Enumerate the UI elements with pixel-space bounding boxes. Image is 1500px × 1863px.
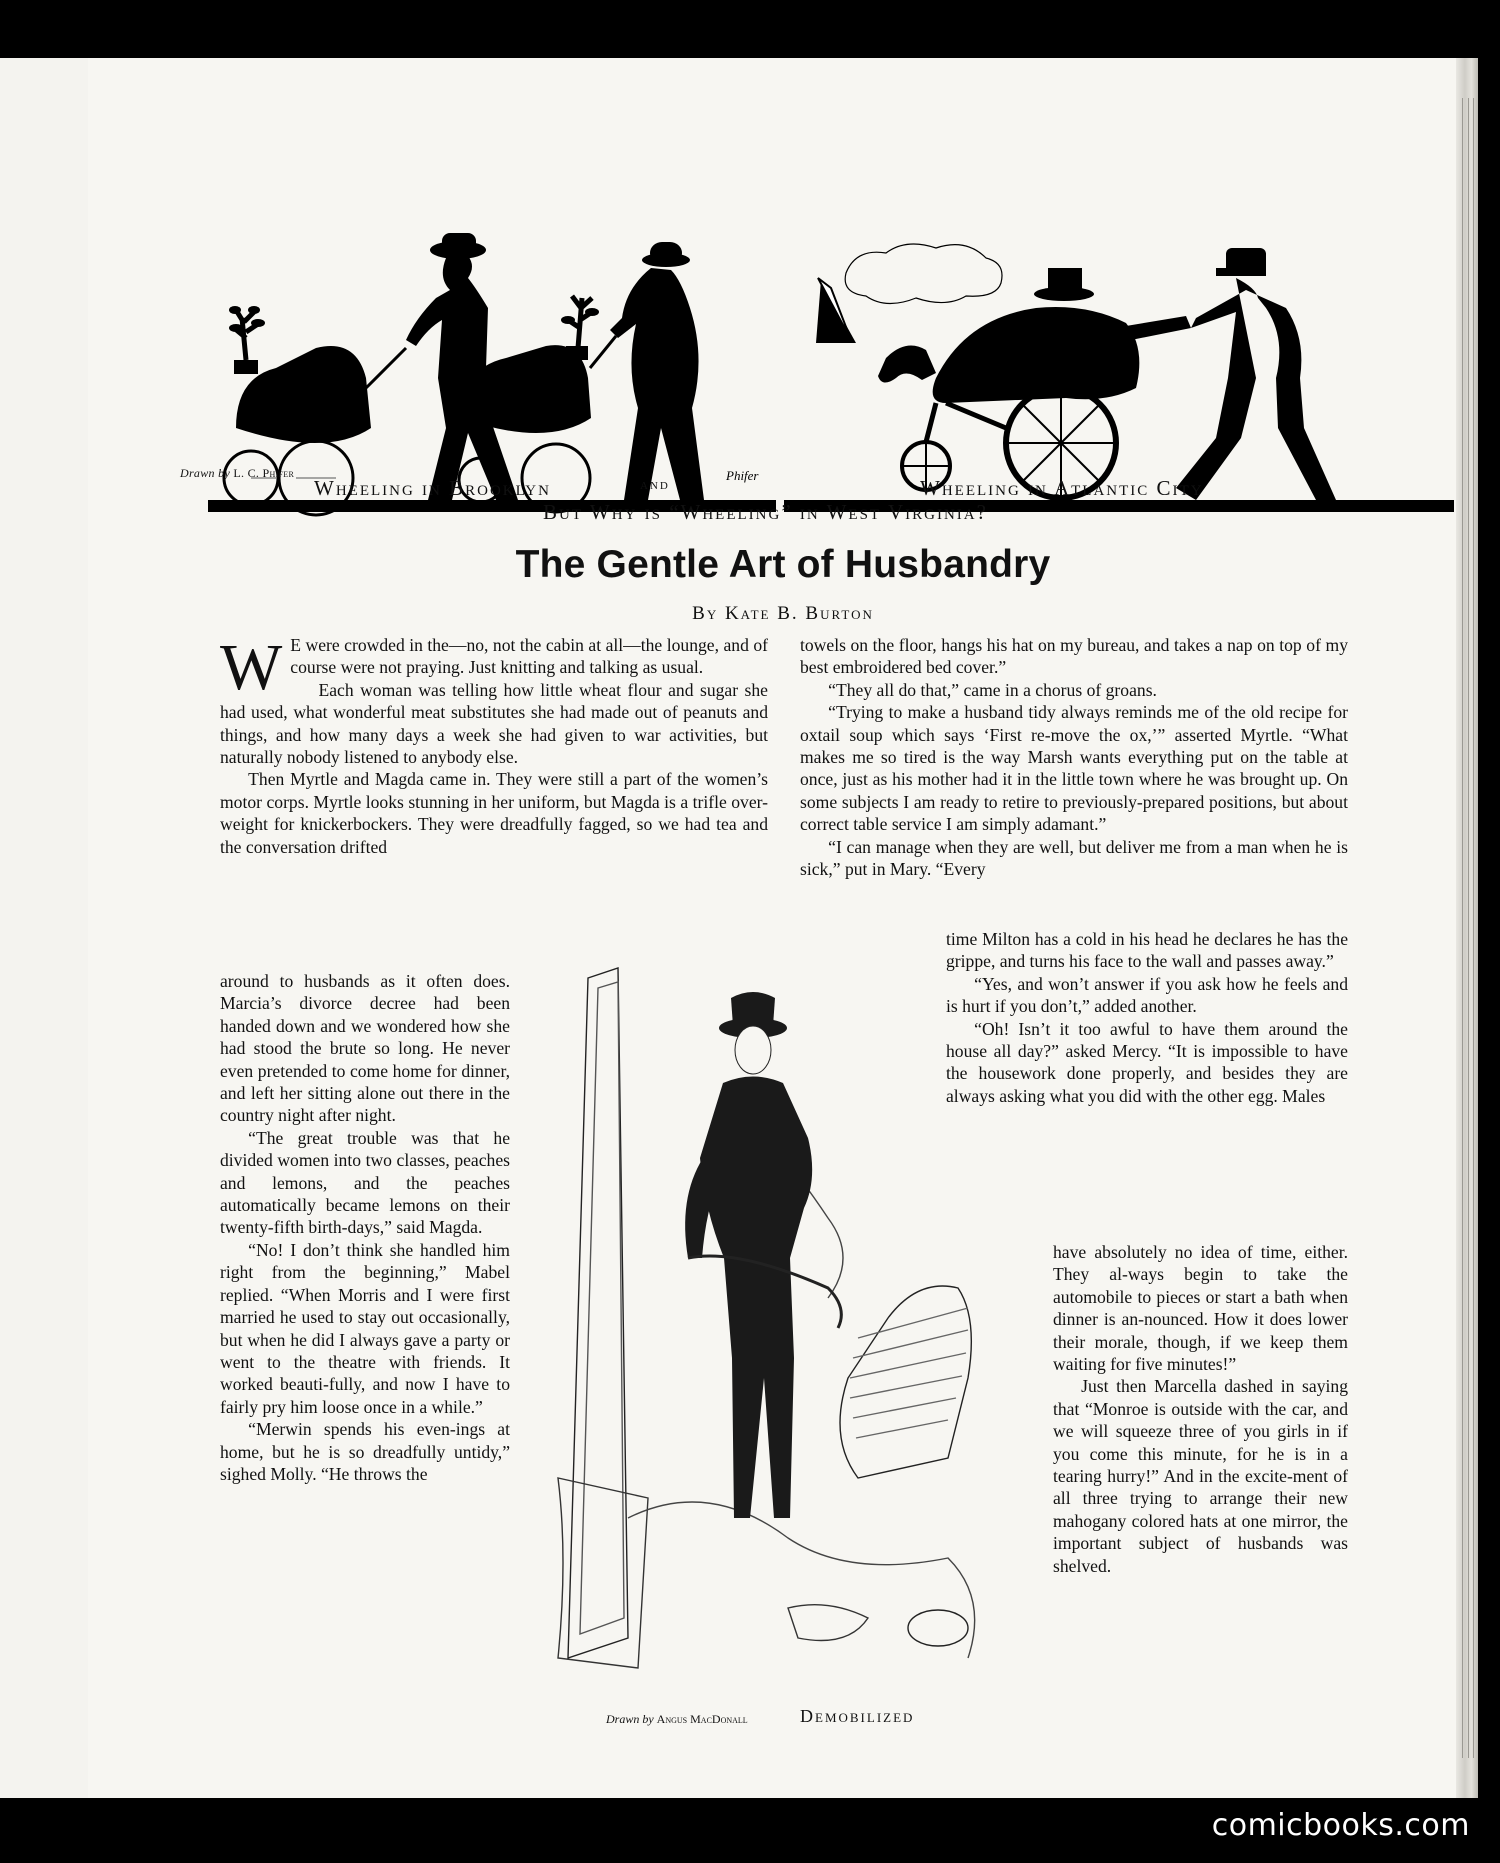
paragraph: “No! I don’t think she handled him right from the beginning,” Mabel replied. “When Morris and I were first married he used to stay out occasionally, but when he did I always gave a party or went to the theatre with friends. It worked beauti-fully, and now I have to fairly pry him loose once in a while.” <box>220 1239 510 1417</box>
illustration-credit: Drawn by Angus MacDonall <box>606 1712 748 1726</box>
paragraph: E were crowded in the—no, not the cabin at all—the lounge, and of course were not praying. Just knitting and talking as usual. <box>290 635 768 678</box>
paragraph: Each woman was telling how little wheat flour and sugar she had used, what wonderful meat substitutes she had made out of peanuts and things, and how many days a week she had given to war activities, but naturally nobody listened to anybody else. <box>220 679 768 768</box>
article-byline: By Kate B. Burton <box>692 603 874 624</box>
caption-second-line: But Why is “Wheeling” in West Virginia? <box>543 500 988 524</box>
paragraph: “Trying to make a husband tidy always reminds me of the old recipe for oxtail soup which says ‘First re-move the ox,’” asserted Myrtle. “What makes me so tired is the way Marsh wants everything put on the table at once, just as his mother had it in the little town where he was brought up. On some subjects I am ready to retire to previously-prepared positions, but about correct table service I am simply adamant.” <box>800 702 1348 835</box>
paragraph: have absolutely no idea of time, either. They al-ways begin to take the automobile to pieces or start a bath when dinner is an-nounced. How it does lower their morale, though, if we keep them waiting for five minutes!” <box>1053 1242 1348 1375</box>
paragraph: Then Myrtle and Magda came in. They were still a part of the women’s motor corps. Myrtle looks stunning in her uniform, but Magda is a trifle over-weight for knickerbockers. They were dreadfully fagged, so we had tea and the conversation drifted <box>220 769 768 857</box>
illustration-caption: Demobilized <box>800 1706 915 1726</box>
paragraph: around to husbands as it often does. Marcia’s divorce decree had been handed down and we wondered how she had stood the brute so long. He never even pretended to come home for dinner, and left her sitting alone out there in the country night after night. <box>220 971 510 1126</box>
paragraph: “Merwin spends his even-ings at home, but he is so dreadfully untidy,” sighed Molly. “He throws the <box>220 1419 510 1484</box>
paragraph: “I can manage when they are well, but deliver me from a man when he is sick,” put in Mary. “Every <box>800 836 1348 880</box>
scan-border <box>0 0 1500 58</box>
man-silhouette-3 <box>1176 248 1336 500</box>
paragraph: Just then Marcella dashed in saying that “Monroe is outside with the car, and we will squeeze three of you girls in if you come this minute, for he is in a tearing hurry!” And in the excite-ment of all three trying to arrange their new mahogany colored hats at one mirror, the important subject of husbands was shelved. <box>1053 1376 1348 1576</box>
paragraph: “Yes, and won’t answer if you ask how he feels and is hurt if you don’t,” added another. <box>946 973 1348 1017</box>
article-title: The Gentle Art of Husbandry <box>515 543 1051 586</box>
artist-signature: Phifer <box>726 468 759 483</box>
magazine-page <box>88 58 1478 1798</box>
watermark: comicbooks.com <box>1211 1808 1470 1843</box>
paragraph: towels on the floor, hangs his hat on my bureau, and takes a nap on top of my best embroidered bed cover.” <box>800 635 1348 678</box>
column-1-top <box>220 631 768 858</box>
column-2-top <box>800 634 1348 880</box>
caption-middle: and <box>640 476 670 493</box>
man-silhouette-2 <box>610 242 704 500</box>
paragraph: “The great trouble was that he divided women into two classes, peaches and lemons, and the peaches automatically became lemons on their twenty-fifth birth-days,” said Magda. <box>220 1127 510 1238</box>
demobilized-illustration <box>528 958 1028 1698</box>
page-curl-edge <box>1456 58 1478 1798</box>
drop-cap: W <box>220 631 283 704</box>
facing-page-edge <box>0 58 91 1798</box>
caption-right: Wheeling in Atlantic City <box>920 476 1204 500</box>
rolling-chair <box>878 268 1191 498</box>
column-1-narrow <box>220 970 510 1485</box>
header-art-credit: Drawn by L. C. Phifer <box>180 466 295 480</box>
paragraph: “They all do that,” came in a chorus of groans. <box>828 679 1157 700</box>
column-2-narrow <box>1053 1241 1348 1577</box>
paragraph: time Milton has a cold in his head he declares he has the grippe, and turns his face to the wall and passes away.” <box>946 929 1348 972</box>
paragraph: “Oh! Isn’t it too awful to have them around the house all day?” asked Mercy. “It is impossible to have the housework done properly, and besides they are always asking what you did with the other egg. Males <box>946 1018 1348 1106</box>
caption-left: Wheeling in Brooklyn <box>314 476 551 500</box>
